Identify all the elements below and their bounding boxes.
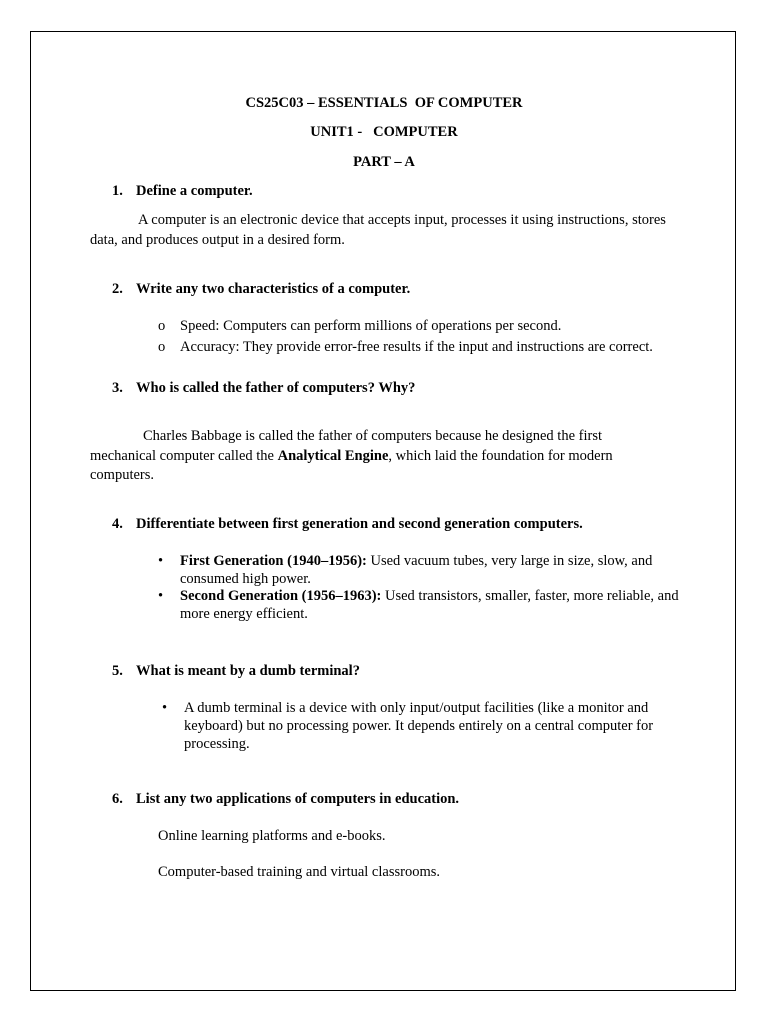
list-item (158, 588, 685, 623)
question-text: Differentiate between first generation and second generation computers. (136, 516, 583, 532)
question-number: 5. (112, 663, 123, 679)
question-number: 4. (112, 516, 123, 532)
question-number: 1. (112, 183, 123, 199)
question-6 (112, 790, 459, 808)
question-number: 6. (112, 791, 123, 807)
question-2 (112, 280, 410, 298)
bullet-icon: • (158, 553, 164, 569)
list-item (162, 699, 684, 753)
part-title: PART – A (353, 154, 415, 170)
answer-emphasis: Analytical Engine (277, 447, 389, 464)
question-text: List any two applications of computers in education. (136, 791, 460, 807)
bullet-icon: • (162, 700, 168, 716)
list-item-text: Used transistors, smaller, faster, more reliable, and more energy efficient. (180, 588, 679, 622)
list-item (158, 339, 690, 357)
answer-text-end: , which laid the foundation for modern computers. (90, 447, 613, 483)
question-4 (112, 515, 583, 533)
question-text: Who is called the father of computers? Why? (136, 380, 416, 396)
circle-bullet-icon: o (158, 339, 166, 355)
question-text: Write any two characteristics of a computer. (136, 281, 411, 297)
question-number: 2. (112, 281, 123, 297)
answer-3 (90, 427, 660, 486)
page-border (30, 31, 736, 991)
application-item: Online learning platforms and e-books. (158, 828, 386, 844)
question-text: What is meant by a dumb terminal? (136, 663, 360, 679)
answer-1 (90, 211, 680, 250)
question-5 (112, 662, 360, 680)
answer-text: Charles Babbage is called the father of computers because he designed the first mechanical computer called the (90, 428, 602, 464)
unit-title: UNIT1 - COMPUTER (310, 124, 458, 140)
circle-bullet-icon: o (158, 318, 166, 334)
bullet-icon: • (158, 588, 164, 604)
list-item-text: Speed: Computers can perform millions of operations per second. (180, 318, 562, 334)
list-item-text: Accuracy: They provide error-free results if the input and instructions are correct. (180, 339, 653, 355)
question-text: Define a computer. (136, 183, 253, 199)
application-item: Computer-based training and virtual classrooms. (158, 864, 440, 880)
course-title: CS25C03 – ESSENTIALS OF COMPUTER (245, 95, 523, 111)
question-number: 3. (112, 380, 123, 396)
list-item-text: A dumb terminal is a device with only input/output facilities (like a monitor and keyboard) but no processing power. It depends entirely on a central computer for processing. (184, 700, 654, 752)
question-3 (112, 379, 415, 397)
list-item-text: Used vacuum tubes, very large in size, slow, and consumed high power. (180, 553, 653, 587)
list-item (158, 318, 690, 336)
list-item-label: First Generation (1940–1956): (180, 553, 367, 569)
list-item (158, 553, 685, 588)
question-1 (112, 182, 253, 200)
answer-text: A computer is an electronic device that accepts input, processes it using instructions, stores data, and produces output in a desired form. (90, 212, 666, 248)
list-item-label: Second Generation (1956–1963): (180, 588, 382, 604)
